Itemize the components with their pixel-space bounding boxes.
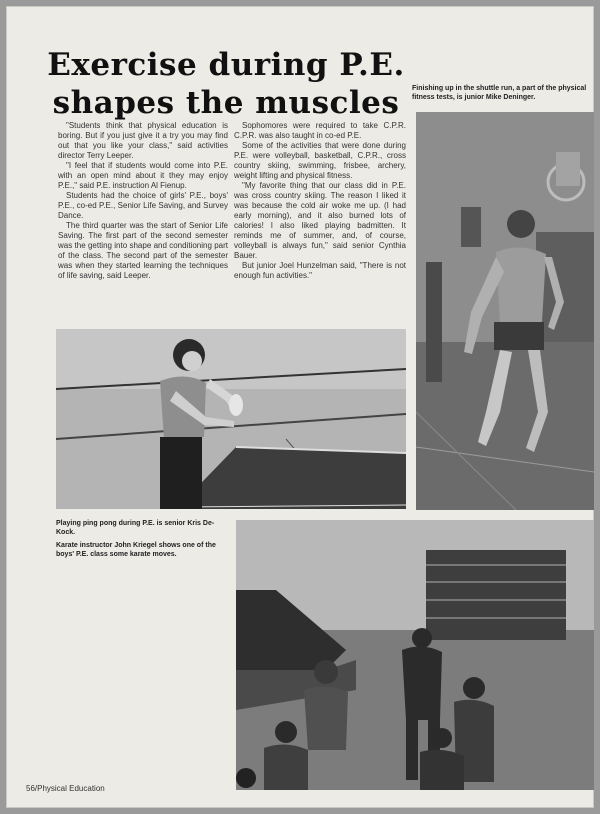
ping-pong-image <box>56 329 406 509</box>
article-paragraph: "I feel that if students would come into P.E. with an open mind about it they may enjoy P.E.," said P.E. instruction Al Fienup. <box>58 161 228 190</box>
headline <box>46 46 406 122</box>
photo-karate <box>236 520 594 790</box>
page-footer: 56/Physical Education <box>26 784 105 793</box>
karate-image <box>236 520 594 790</box>
article-left-column <box>58 121 228 281</box>
caption-karate: Karate instructor John Kriegel shows one of the boys' P.E. class some karate moves. <box>56 542 216 558</box>
article-paragraph: "My favorite thing that our class did in P.E. was cross country skiing. The reason I liked it was because the cold air woke me up. (I had early morning), and it also burned lots of calories! I also liked playing badmitten. It reminds me of summer, and, of course, volleyball is always fun," said senior Cynthia Bauer. <box>234 181 406 260</box>
article-paragraph: But junior Joel Hunzelman said, "There is not enough fun activities." <box>234 261 406 280</box>
photo-shuttle-run <box>416 112 594 510</box>
article-paragraph: "Students think that physical education is boring. But if you just give it a try you may find out that you like your class," said activities director Terry Leeper. <box>58 121 228 160</box>
shuttle-run-image <box>416 112 594 510</box>
yearbook-page <box>6 6 594 808</box>
caption-shuttle-run: Finishing up in the shuttle run, a part of the physical fitness tests, is junior Mike Deninger. <box>412 85 587 101</box>
article-paragraph: Sophomores were required to take C.P.R. C.P.R. was also taught in co-ed P.E. <box>234 121 406 140</box>
headline-line-2: shapes the muscles <box>52 85 400 121</box>
headline-line-1: Exercise during P.E. <box>47 47 405 83</box>
article-middle-column <box>234 121 406 281</box>
caption-ping-pong: Playing ping pong during P.E. is senior Kris De-Kock. <box>56 520 215 536</box>
article-paragraph: The third quarter was the start of Senior Life Saving. The first part of the second semester was the getting into shape and conditioning part of the class. The second part of the semester was when they started learning the techniques of life saving, said Leeper. <box>58 221 228 280</box>
article-paragraph: Some of the activities that were done during P.E. were volleyball, basketball, C.P.R., cross country skiing, swimming, frisbee, archery, weight lifting and physical fitness. <box>234 141 406 180</box>
photo-ping-pong <box>56 329 406 509</box>
article-paragraph: Students had the choice of girls' P.E., boys' P.E., co-ed P.E., Senior Life Saving, and Survey Dance. <box>58 191 228 220</box>
